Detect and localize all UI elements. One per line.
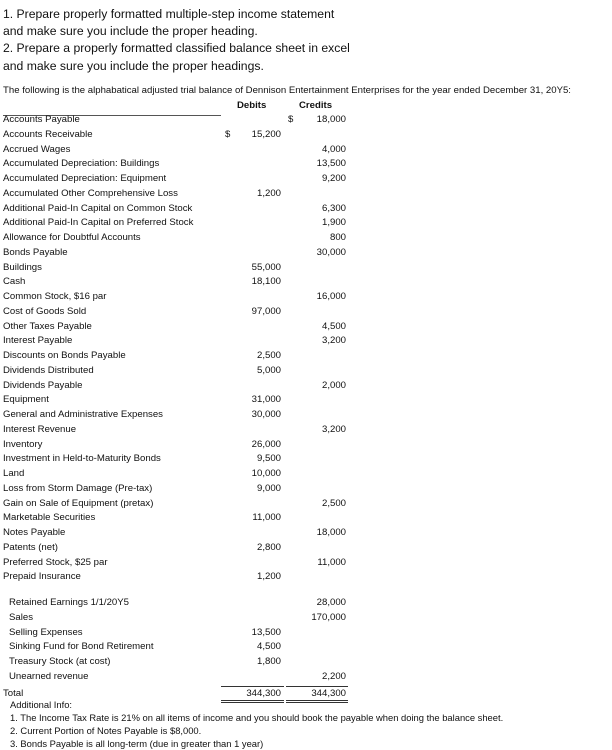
debit-amount: 2,500	[256, 350, 281, 361]
table-row	[0, 335, 612, 350]
instructions	[3, 6, 603, 75]
debit-total-rule	[221, 686, 284, 687]
additional-info	[10, 698, 503, 750]
table-row	[0, 656, 612, 671]
account-name: Land	[3, 468, 25, 479]
table-row	[0, 262, 612, 277]
account-name: Retained Earnings 1/1/20Y5	[9, 597, 130, 608]
table-row	[0, 641, 612, 656]
table-row	[0, 276, 612, 291]
debit-amount: 5,000	[256, 364, 281, 376]
row-spacer	[0, 586, 612, 597]
debit-amount: 9,500	[256, 453, 281, 465]
account-name: Unearned revenue	[9, 670, 89, 682]
table-row	[0, 527, 612, 542]
debits-header: Debits	[237, 100, 267, 111]
table-row	[0, 597, 612, 612]
instruction-line-3: 2. Prepare a properly formatted classified balance sheet in excel	[3, 41, 350, 56]
account-name: Accumulated Depreciation: Equipment	[3, 173, 167, 184]
table-row	[0, 409, 612, 424]
account-name: Equipment	[3, 394, 49, 406]
table-row	[0, 612, 612, 627]
debit-amount: 10,000	[251, 468, 281, 479]
debit-amount: 9,000	[256, 482, 281, 494]
account-name: Buildings	[3, 261, 42, 273]
credit-amount: 4,500	[321, 320, 346, 332]
debit-amount: 1,200	[256, 187, 281, 199]
credit-amount: 13,500	[316, 158, 346, 170]
account-name: Accumulated Depreciation: Buildings	[3, 158, 160, 170]
table-row	[0, 439, 612, 454]
debit-amount: 13,500	[251, 626, 281, 638]
table-row	[0, 571, 612, 586]
debit-currency-symbol: $	[225, 128, 231, 140]
credit-amount: 30,000	[316, 246, 346, 258]
credit-amount: 2,500	[321, 497, 346, 509]
table-row	[0, 453, 612, 468]
account-name: Interest Payable	[3, 335, 73, 347]
account-name: Dividends Payable	[3, 379, 83, 391]
table-row	[0, 217, 612, 232]
table-row	[0, 468, 612, 483]
account-name: Marketable Securities	[3, 512, 96, 524]
total-label: Total	[3, 687, 24, 699]
debit-amount: 30,000	[251, 409, 281, 420]
debit-amount: 55,000	[251, 261, 281, 273]
account-name: Notes Payable	[3, 527, 66, 538]
debit-amount: 26,000	[251, 438, 281, 450]
credit-total-rule	[286, 686, 348, 687]
notes-heading: Additional Info:	[10, 699, 73, 710]
account-name: Cash	[3, 276, 26, 288]
debit-amount: 11,000	[252, 512, 281, 524]
table-row	[0, 542, 612, 557]
account-name: Additional Paid-In Capital on Preferred Stock	[3, 217, 194, 229]
credits-header: Credits	[299, 100, 333, 111]
note-1: 1. The Income Tax Rate is 21% on all items of income and you should book the payable when doing the balance sheet.	[10, 712, 504, 723]
debit-amount: 1,800	[256, 656, 281, 667]
debit-amount: 97,000	[251, 305, 281, 317]
table-row	[0, 365, 612, 380]
account-name: Loss from Storm Damage (Pre-tax)	[3, 482, 153, 494]
account-name: Investment in Held-to-Maturity Bonds	[3, 453, 161, 465]
table-row	[0, 321, 612, 336]
account-name: Bonds Payable	[3, 246, 68, 258]
table-row	[0, 232, 612, 247]
table-row	[0, 247, 612, 262]
credit-amount: 6,300	[321, 202, 346, 214]
account-name: Prepaid Insurance	[3, 571, 81, 583]
table-row	[0, 394, 612, 409]
account-name: Accumulated Other Comprehensive Loss	[3, 187, 178, 199]
debit-amount: 31,000	[251, 394, 281, 406]
table-row	[0, 129, 612, 144]
instruction-line-2: and make sure you include the proper heading.	[3, 24, 258, 39]
table-row	[0, 291, 612, 306]
table-row	[0, 671, 612, 686]
account-name: Sales	[9, 611, 33, 623]
table-row	[0, 512, 612, 527]
debit-amount: 2,800	[256, 541, 281, 553]
account-name: Inventory	[3, 438, 43, 450]
table-row	[0, 144, 612, 159]
table-row	[0, 483, 612, 498]
credit-amount: 170,000	[311, 611, 346, 623]
table-row	[0, 380, 612, 395]
account-name: Discounts on Bonds Payable	[3, 350, 126, 361]
credit-amount: 3,200	[321, 423, 346, 435]
account-name: Cost of Goods Sold	[3, 305, 87, 317]
instruction-line-1: 1. Prepare properly formatted multiple-step income statement	[3, 7, 335, 21]
account-name: General and Administrative Expenses	[3, 409, 163, 420]
account-name: Other Taxes Payable	[3, 320, 92, 332]
account-name: Treasury Stock (at cost)	[9, 656, 111, 667]
credit-amount: 11,000	[317, 556, 346, 568]
account-name: Selling Expenses	[9, 626, 83, 638]
table-row	[0, 424, 612, 439]
credit-amount: 9,200	[321, 173, 346, 184]
credit-amount: 16,000	[316, 291, 346, 302]
table-row	[0, 158, 612, 173]
debit-amount: 18,100	[251, 276, 281, 288]
account-name: Additional Paid-In Capital on Common Stock	[3, 202, 193, 214]
debit-amount: 15,200	[251, 128, 281, 140]
table-row	[0, 627, 612, 642]
table-row	[0, 350, 612, 365]
account-name: Accrued Wages	[3, 143, 71, 155]
debit-total: 344,300	[246, 687, 281, 699]
account-name: Accounts Payable	[3, 114, 80, 125]
credit-amount: 3,200	[321, 335, 346, 347]
account-name: Preferred Stock, $25 par	[3, 556, 108, 568]
credit-amount: 18,000	[316, 527, 346, 538]
table-row	[0, 306, 612, 321]
credit-amount: 2,200	[321, 670, 346, 682]
account-name: Sinking Fund for Bond Retirement	[9, 641, 154, 653]
account-name: Gain on Sale of Equipment (pretax)	[3, 497, 154, 509]
credit-total: 344,300	[311, 687, 346, 699]
account-name: Common Stock, $16 par	[3, 291, 107, 302]
account-name: Dividends Distributed	[3, 364, 94, 376]
credit-amount: 1,900	[321, 217, 346, 229]
credit-currency-symbol: $	[288, 114, 294, 125]
table-row	[0, 557, 612, 572]
trial-balance-intro: The following is the alphabatical adjusted trial balance of Dennison Entertainment Enterprises for the year ended December 31, 20Y5:	[3, 85, 571, 96]
account-name: Interest Revenue	[3, 423, 77, 435]
credit-amount: 28,000	[316, 597, 346, 608]
debit-amount: 1,200	[256, 571, 281, 583]
account-name: Allowance for Doubtful Accounts	[3, 232, 141, 243]
instruction-line-4: and make sure you include the proper headings.	[3, 58, 264, 73]
table-row	[0, 173, 612, 188]
credit-amount: 800	[329, 232, 346, 243]
account-name: Accounts Receivable	[3, 128, 93, 140]
table-row	[0, 114, 612, 129]
debit-amount: 4,500	[256, 641, 281, 653]
table-row	[0, 203, 612, 218]
note-2: 2. Current Portion of Notes Payable is $8,000.	[10, 725, 202, 736]
credit-amount: 4,000	[321, 143, 346, 155]
credit-amount: 18,000	[316, 114, 346, 125]
account-name: Patents (net)	[3, 541, 58, 553]
note-3: 3. Bonds Payable is all long-term (due in greater than 1 year)	[10, 738, 264, 749]
credit-amount: 2,000	[321, 379, 346, 391]
trial-balance-table	[0, 114, 612, 701]
table-row	[0, 498, 612, 513]
table-row	[0, 188, 612, 203]
